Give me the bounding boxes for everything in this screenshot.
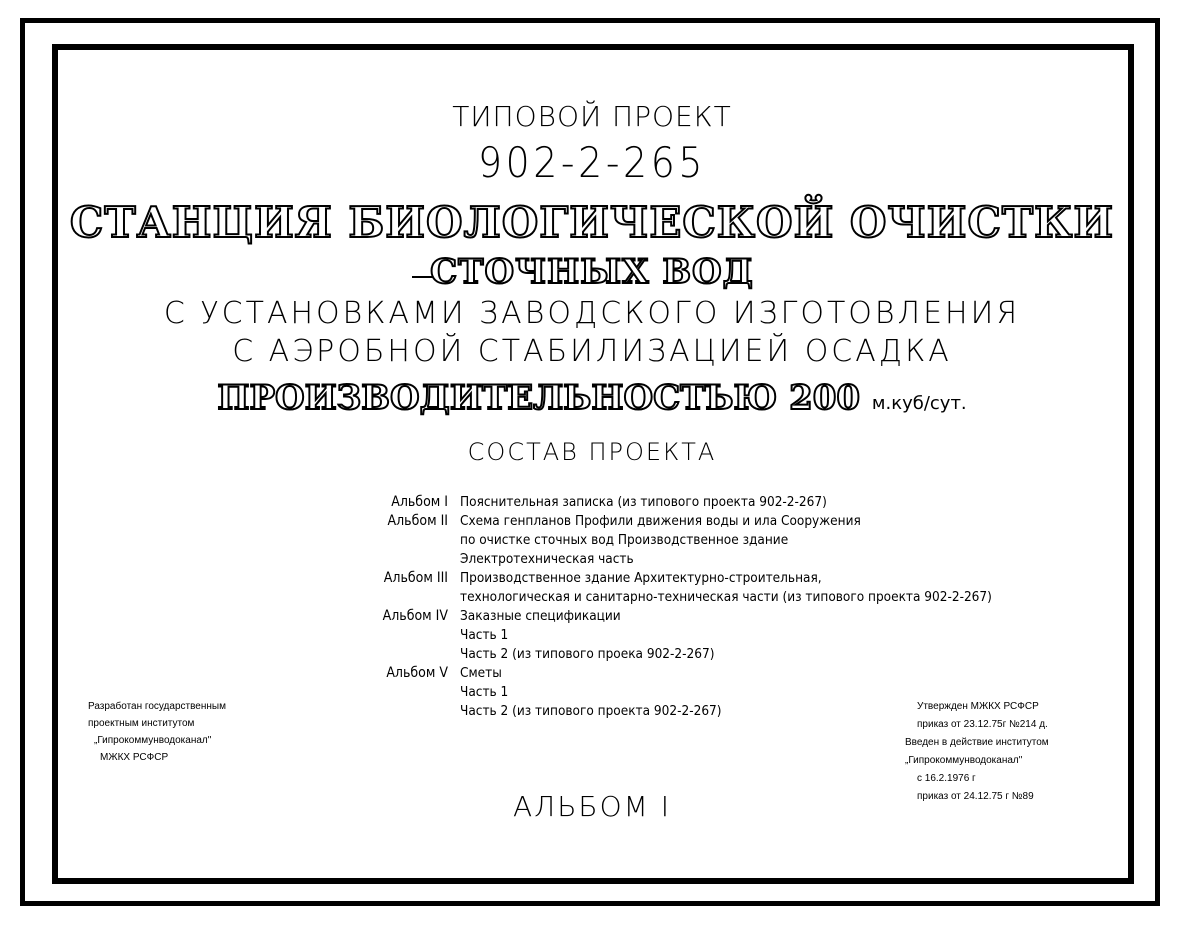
album-entry-3 — [352, 569, 992, 607]
album-label: Альбом II — [387, 513, 448, 529]
approval-line: „Гипрокоммунводоканал" — [905, 755, 1023, 766]
album-line: технологическая и санитарно-техническая части (из типового проекта 902-2-267) — [460, 589, 992, 605]
album-label: Альбом IV — [382, 608, 448, 624]
title-line1: СТАНЦИЯ БИОЛОГИЧЕСКОЙ ОЧИСТКИ — [69, 198, 1115, 247]
contents-heading: СОСТАВ ПРОЕКТА — [467, 438, 717, 466]
developer-line: проектным институтом — [88, 718, 195, 729]
album-number: АЛЬБОМ I — [513, 790, 671, 823]
approval-line: Введен в действие институтом — [905, 737, 1049, 748]
album-line: Часть 1 — [460, 627, 509, 643]
approval-line: приказ от 23.12.75г №214 д. — [917, 719, 1048, 730]
developer-note — [88, 698, 226, 766]
approval-line: с 16.2.1976 г — [917, 773, 976, 784]
approval-line: приказ от 24.12.75 г №89 — [917, 791, 1034, 802]
capacity-text: ПРОИЗВОДИТЕЛЬНОСТЬЮ 200 — [217, 378, 861, 418]
album-label: Альбом V — [386, 665, 448, 681]
album-line: Пояснительная записка (из типового проекта 902-2-267) — [460, 494, 827, 510]
album-line: Часть 2 (из типового проекта 902-2-267) — [460, 703, 722, 719]
album-entry-5 — [352, 664, 972, 721]
album-line: Схема генпланов Профили движения воды и ила Сооружения — [460, 513, 861, 529]
approval-line: Утвержден МЖКХ РСФСР — [917, 701, 1039, 712]
album-label: Альбом III — [383, 570, 448, 586]
developer-line: МЖКХ РСФСР — [100, 752, 169, 763]
album-line: Сметы — [460, 665, 502, 681]
doc-type: ТИПОВОЙ ПРОЕКТ — [452, 100, 732, 133]
album-line: Электротехническая часть — [460, 551, 634, 567]
album-entry-4 — [352, 607, 972, 664]
developer-line: „Гипрокоммунводоканал" — [94, 735, 212, 746]
album-entry-1 — [352, 493, 972, 512]
capacity-line — [0, 378, 1184, 418]
project-number: 902-2-265 — [477, 138, 707, 187]
title-line2: СТОЧНЫХ ВОД — [430, 252, 754, 292]
album-entry-2 — [352, 512, 972, 569]
album-line: по очистке сточных вод Производственное здание — [460, 532, 789, 548]
album-line: Часть 1 — [460, 684, 509, 700]
capacity-unit: м.куб/сут. — [871, 393, 967, 414]
album-line: Заказные спецификации — [460, 608, 621, 624]
album-line: Часть 2 (из типового проека 902-2-267) — [460, 646, 715, 662]
album-label: Альбом I — [391, 494, 448, 510]
developer-line: Разработан государственным — [88, 701, 226, 712]
subtitle-line2: С АЭРОБНОЙ СТАБИЛИЗАЦИЕЙ ОСАДКА — [232, 334, 952, 369]
album-line: Производственное здание Архитектурно-строительная, — [460, 570, 822, 586]
subtitle-line1: С УСТАНОВКАМИ ЗАВОДСКОГО ИЗГОТОВЛЕНИЯ — [163, 296, 1021, 331]
